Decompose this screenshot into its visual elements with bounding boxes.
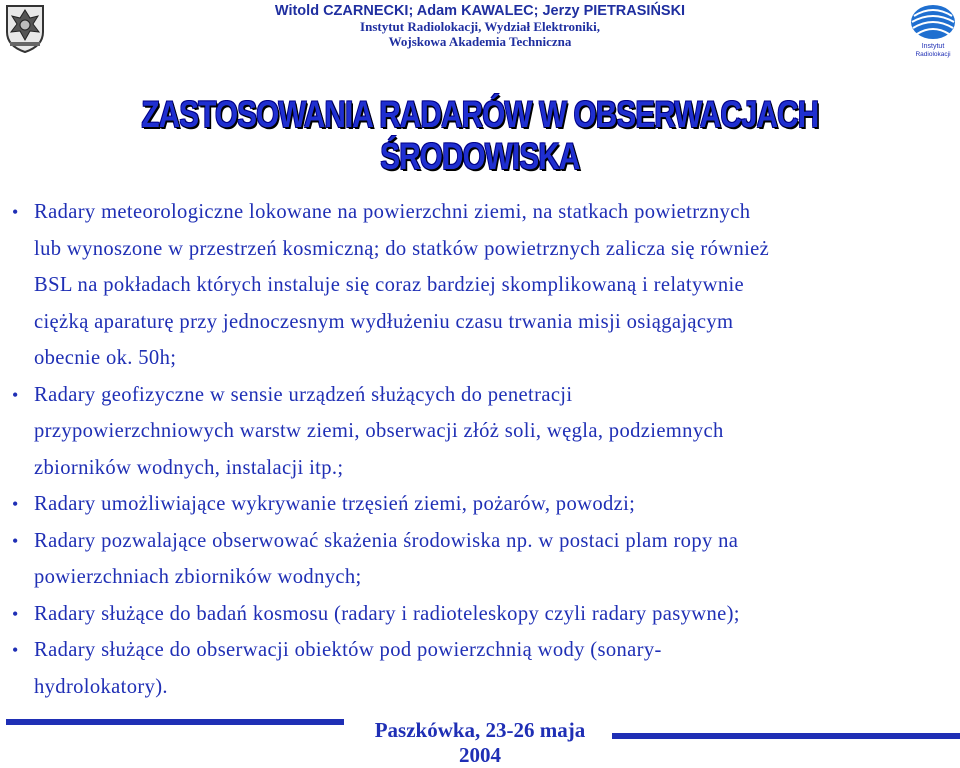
footer-divider-right [612, 733, 960, 739]
list-item [12, 523, 942, 596]
list-item [12, 486, 942, 523]
footer-divider-left [6, 719, 344, 725]
header-authors: Witold CZARNECKI; Adam KAWALEC; Jerzy PIETRASIŃSKI [274, 3, 686, 19]
item-line: lub wynoszone w przestrzeń kosmiczną; do statków powietrznych zalicza się również [34, 237, 770, 260]
bullet-icon: • [12, 603, 19, 624]
right-logo-text-1: Instytut [921, 43, 945, 50]
item-line: Radary służące do obserwacji obiektów pod powierzchnią wody (sonary- [34, 639, 662, 661]
radar-institute-logo [908, 2, 958, 62]
bullet-icon: • [12, 530, 19, 551]
item-line: Radary geofizyczne w sensie urządzeń służących do penetracji [34, 383, 573, 406]
list-item [12, 632, 942, 705]
bullet-list [12, 194, 942, 705]
bullet-icon: • [12, 494, 19, 514]
bullet-icon: • [12, 384, 19, 405]
footer-location-date: Paszkówka, 23-26 maja 2004 [374, 718, 586, 767]
item-line: zbiorników wodnych, instalacji itp.; [34, 456, 344, 479]
item-line: Radary meteorologiczne lokowane na powierzchni ziemi, na statkach powietrznych [34, 201, 751, 223]
header-institute: Instytut Radiolokacji, Wydział Elektroniki, [360, 18, 600, 34]
wat-crest-logo [4, 2, 46, 54]
slide-title: ZASTOSOWANIA RADARÓW W OBSERWACJACH ŚRODOWISKA [141, 94, 819, 177]
item-line: hydrolokatory). [34, 675, 168, 698]
item-line: BSL na pokładach których instaluje się coraz bardziej skomplikowaną i relatywnie [34, 274, 745, 296]
header-academy: Wojskowa Akademia Techniczna [388, 33, 572, 49]
item-line: Radary pozwalające obserwować skażenia środowiska np. w postaci plam ropy na [34, 529, 739, 552]
bullet-icon: • [12, 640, 19, 660]
list-item [12, 377, 942, 487]
bullet-icon: • [12, 202, 19, 222]
item-line: ciężką aparaturę przy jednoczesnym wydłużeniu czasu trwania misji osiągającym [34, 310, 734, 333]
item-line: Radary służące do badań kosmosu (radary i radioteleskopy czyli radary pasywne); [34, 602, 740, 625]
right-logo-text-2: Radiolokacji [915, 51, 951, 58]
list-item [12, 596, 942, 633]
list-item [12, 194, 942, 377]
item-line: Radary umożliwiające wykrywanie trzęsień ziemi, pożarów, powodzi; [34, 493, 636, 515]
item-line: przypowierzchniowych warstw ziemi, obserwacji złóż soli, węgla, podziemnych [34, 420, 724, 442]
item-line: powierzchniach zbiorników wodnych; [34, 566, 362, 588]
item-line: obecnie ok. 50h; [34, 347, 177, 369]
